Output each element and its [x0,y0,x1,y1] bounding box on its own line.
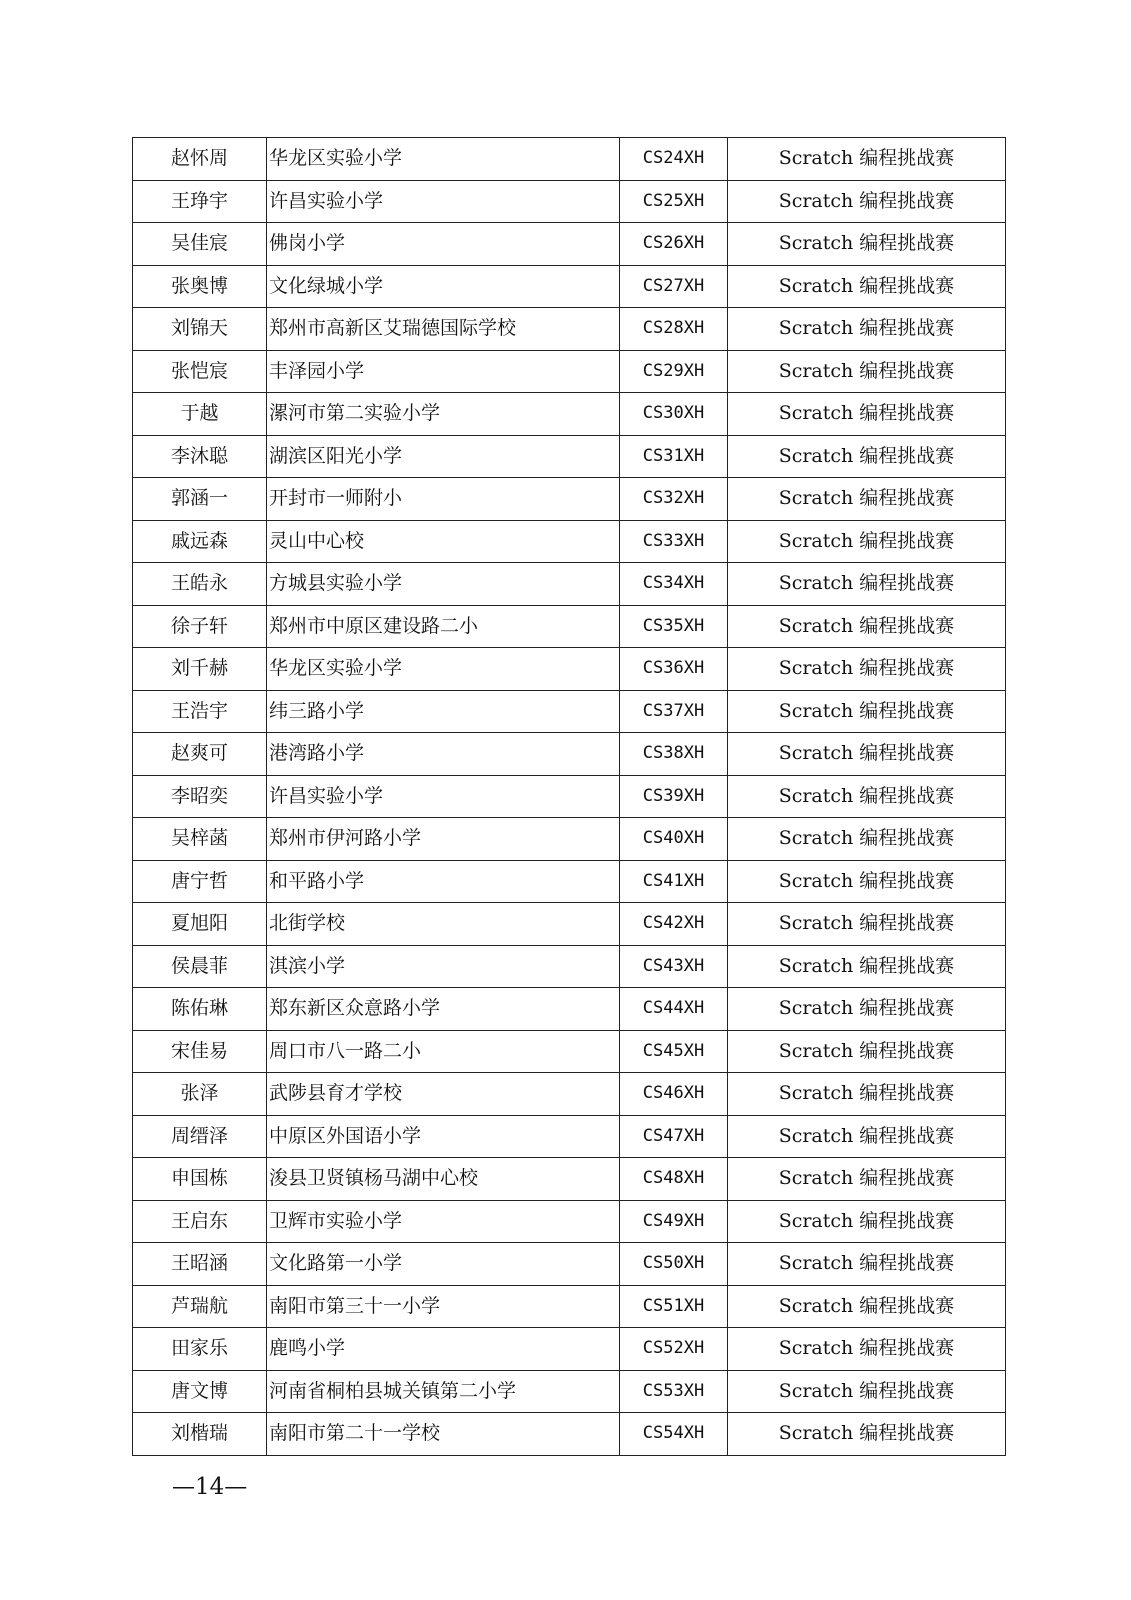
table-row [133,818,1006,861]
entry-code-cell: CS26XH [620,223,728,266]
school-cell: 文化路第一小学 [267,1243,620,1286]
table-row [133,775,1006,818]
table-row [133,733,1006,776]
table-row [133,1115,1006,1158]
roster-table [132,137,1006,1456]
contest-cell: Scratch 编程挑战赛 [728,1030,1006,1073]
school-cell: 华龙区实验小学 [267,648,620,691]
contest-cell: Scratch 编程挑战赛 [728,1328,1006,1371]
student-name-cell: 吴梓菡 [133,818,267,861]
school-cell: 淇滨小学 [267,945,620,988]
table-row [133,350,1006,393]
contest-cell: Scratch 编程挑战赛 [728,308,1006,351]
contest-cell: Scratch 编程挑战赛 [728,648,1006,691]
contest-cell: Scratch 编程挑战赛 [728,988,1006,1031]
entry-code-cell: CS24XH [620,138,728,181]
school-cell: 南阳市第二十一学校 [267,1413,620,1456]
school-cell: 中原区外国语小学 [267,1115,620,1158]
contest-cell: Scratch 编程挑战赛 [728,393,1006,436]
table-row [133,648,1006,691]
table-row [133,265,1006,308]
student-name-cell: 芦瑞航 [133,1285,267,1328]
school-cell: 郑州市伊河路小学 [267,818,620,861]
table-row [133,690,1006,733]
table-row [133,180,1006,223]
student-name-cell: 于越 [133,393,267,436]
student-name-cell: 赵爽可 [133,733,267,776]
contest-cell: Scratch 编程挑战赛 [728,1370,1006,1413]
school-cell: 许昌实验小学 [267,775,620,818]
student-name-cell: 刘千赫 [133,648,267,691]
entry-code-cell: CS45XH [620,1030,728,1073]
student-name-cell: 宋佳易 [133,1030,267,1073]
school-cell: 周口市八一路二小 [267,1030,620,1073]
school-cell: 佛岗小学 [267,223,620,266]
student-name-cell: 王琤宇 [133,180,267,223]
school-cell: 南阳市第三十一小学 [267,1285,620,1328]
table-row [133,1158,1006,1201]
school-cell: 开封市一师附小 [267,478,620,521]
entry-code-cell: CS47XH [620,1115,728,1158]
school-cell: 河南省桐柏县城关镇第二小学 [267,1370,620,1413]
entry-code-cell: CS49XH [620,1200,728,1243]
student-name-cell: 张奥博 [133,265,267,308]
school-cell: 郑州市高新区艾瑞德国际学校 [267,308,620,351]
entry-code-cell: CS37XH [620,690,728,733]
contest-cell: Scratch 编程挑战赛 [728,733,1006,776]
table-row [133,223,1006,266]
school-cell: 丰泽园小学 [267,350,620,393]
table-row [133,520,1006,563]
table-row [133,945,1006,988]
student-name-cell: 戚远森 [133,520,267,563]
student-name-cell: 唐文博 [133,1370,267,1413]
table-row [133,1413,1006,1456]
table-row [133,1073,1006,1116]
contest-cell: Scratch 编程挑战赛 [728,903,1006,946]
entry-code-cell: CS34XH [620,563,728,606]
student-name-cell: 夏旭阳 [133,903,267,946]
school-cell: 郑州市中原区建设路二小 [267,605,620,648]
school-cell: 鹿鸣小学 [267,1328,620,1371]
entry-code-cell: CS32XH [620,478,728,521]
table-row [133,308,1006,351]
student-name-cell: 申国栋 [133,1158,267,1201]
contest-cell: Scratch 编程挑战赛 [728,945,1006,988]
table-row [133,605,1006,648]
contest-cell: Scratch 编程挑战赛 [728,478,1006,521]
table-row [133,1030,1006,1073]
school-cell: 武陟县育才学校 [267,1073,620,1116]
student-name-cell: 侯晨菲 [133,945,267,988]
contest-cell: Scratch 编程挑战赛 [728,1243,1006,1286]
entry-code-cell: CS35XH [620,605,728,648]
contest-cell: Scratch 编程挑战赛 [728,605,1006,648]
student-name-cell: 陈佑琳 [133,988,267,1031]
school-cell: 许昌实验小学 [267,180,620,223]
school-cell: 纬三路小学 [267,690,620,733]
school-cell: 文化绿城小学 [267,265,620,308]
entry-code-cell: CS41XH [620,860,728,903]
student-name-cell: 李沐聪 [133,435,267,478]
student-name-cell: 李昭奕 [133,775,267,818]
entry-code-cell: CS53XH [620,1370,728,1413]
table-row [133,138,1006,181]
table-row [133,563,1006,606]
contest-cell: Scratch 编程挑战赛 [728,265,1006,308]
table-row [133,393,1006,436]
entry-code-cell: CS27XH [620,265,728,308]
table-row [133,1243,1006,1286]
student-name-cell: 刘锦天 [133,308,267,351]
student-name-cell: 周缙泽 [133,1115,267,1158]
entry-code-cell: CS42XH [620,903,728,946]
student-name-cell: 王昭涵 [133,1243,267,1286]
table-row [133,903,1006,946]
school-cell: 和平路小学 [267,860,620,903]
contest-cell: Scratch 编程挑战赛 [728,520,1006,563]
contest-cell: Scratch 编程挑战赛 [728,1413,1006,1456]
table-row [133,478,1006,521]
entry-code-cell: CS38XH [620,733,728,776]
school-cell: 北街学校 [267,903,620,946]
school-cell: 华龙区实验小学 [267,138,620,181]
entry-code-cell: CS44XH [620,988,728,1031]
student-name-cell: 王皓永 [133,563,267,606]
entry-code-cell: CS54XH [620,1413,728,1456]
student-name-cell: 张泽 [133,1073,267,1116]
contest-cell: Scratch 编程挑战赛 [728,180,1006,223]
entry-code-cell: CS40XH [620,818,728,861]
entry-code-cell: CS43XH [620,945,728,988]
entry-code-cell: CS52XH [620,1328,728,1371]
roster-body [133,138,1006,1456]
school-cell: 湖滨区阳光小学 [267,435,620,478]
school-cell: 漯河市第二实验小学 [267,393,620,436]
entry-code-cell: CS33XH [620,520,728,563]
student-name-cell: 王浩宇 [133,690,267,733]
entry-code-cell: CS48XH [620,1158,728,1201]
table-row [133,1285,1006,1328]
student-name-cell: 王启东 [133,1200,267,1243]
school-cell: 浚县卫贤镇杨马湖中心校 [267,1158,620,1201]
page-number: —14— [172,1474,248,1500]
contest-cell: Scratch 编程挑战赛 [728,563,1006,606]
student-name-cell: 张恺宸 [133,350,267,393]
school-cell: 郑东新区众意路小学 [267,988,620,1031]
entry-code-cell: CS46XH [620,1073,728,1116]
entry-code-cell: CS29XH [620,350,728,393]
student-name-cell: 赵怀周 [133,138,267,181]
school-cell: 方城县实验小学 [267,563,620,606]
contest-cell: Scratch 编程挑战赛 [728,690,1006,733]
table-row [133,988,1006,1031]
contest-cell: Scratch 编程挑战赛 [728,1073,1006,1116]
contest-cell: Scratch 编程挑战赛 [728,775,1006,818]
student-name-cell: 田家乐 [133,1328,267,1371]
entry-code-cell: CS30XH [620,393,728,436]
entry-code-cell: CS36XH [620,648,728,691]
contest-cell: Scratch 编程挑战赛 [728,818,1006,861]
student-name-cell: 郭涵一 [133,478,267,521]
contest-cell: Scratch 编程挑战赛 [728,435,1006,478]
table-row [133,1328,1006,1371]
contest-cell: Scratch 编程挑战赛 [728,1285,1006,1328]
student-name-cell: 吴佳宸 [133,223,267,266]
table-row [133,860,1006,903]
contest-cell: Scratch 编程挑战赛 [728,860,1006,903]
school-cell: 港湾路小学 [267,733,620,776]
student-name-cell: 刘楷瑞 [133,1413,267,1456]
contest-cell: Scratch 编程挑战赛 [728,350,1006,393]
student-name-cell: 唐宁哲 [133,860,267,903]
entry-code-cell: CS50XH [620,1243,728,1286]
entry-code-cell: CS51XH [620,1285,728,1328]
entry-code-cell: CS31XH [620,435,728,478]
table-row [133,1200,1006,1243]
contest-cell: Scratch 编程挑战赛 [728,1158,1006,1201]
contest-cell: Scratch 编程挑战赛 [728,1200,1006,1243]
entry-code-cell: CS28XH [620,308,728,351]
student-name-cell: 徐子轩 [133,605,267,648]
table-row [133,1370,1006,1413]
contest-cell: Scratch 编程挑战赛 [728,138,1006,181]
table-row [133,435,1006,478]
entry-code-cell: CS39XH [620,775,728,818]
entry-code-cell: CS25XH [620,180,728,223]
school-cell: 灵山中心校 [267,520,620,563]
school-cell: 卫辉市实验小学 [267,1200,620,1243]
contest-cell: Scratch 编程挑战赛 [728,223,1006,266]
contest-cell: Scratch 编程挑战赛 [728,1115,1006,1158]
